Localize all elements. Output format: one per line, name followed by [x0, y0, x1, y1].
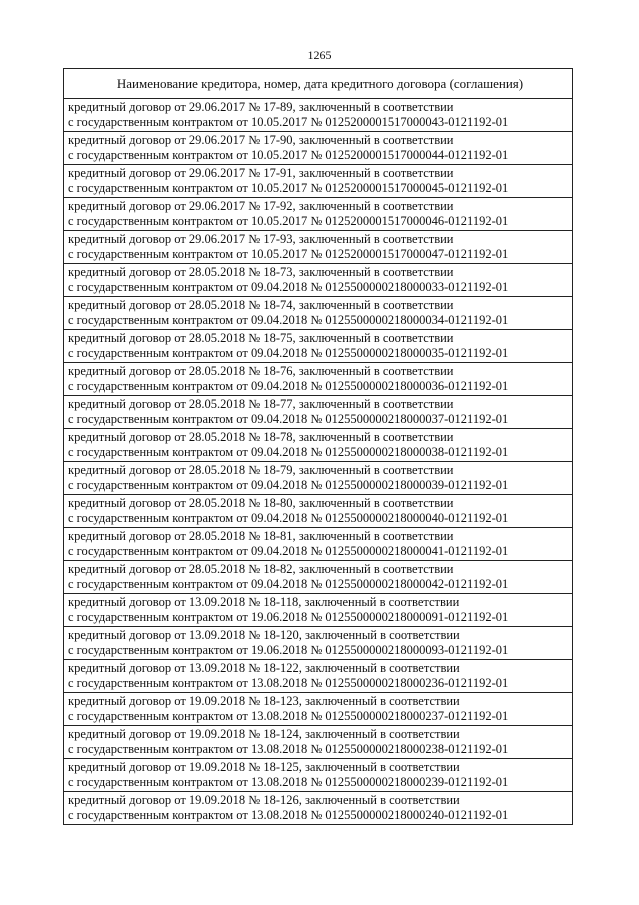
table-row [64, 231, 573, 264]
cell-text-line: кредитный договор от 19.09.2018 № 18-123, заключенный в соответствии [68, 693, 460, 708]
table-body [64, 99, 573, 825]
table-row [64, 330, 573, 363]
table-cell [64, 132, 573, 165]
table-cell [64, 165, 573, 198]
table-row [64, 297, 573, 330]
cell-text-line: кредитный договор от 29.06.2017 № 17-92, заключенный в соответствии [68, 198, 454, 213]
column-header: Наименование кредитора, номер, дата кредитного договора (соглашения) [64, 69, 573, 99]
cell-text-line: кредитный договор от 28.05.2018 № 18-78, заключенный в соответствии [68, 429, 454, 444]
table-cell [64, 528, 573, 561]
cell-text-line: с государственным контрактом от 09.04.2018 № 0125500000218000035-0121192-01 [68, 346, 509, 360]
cell-text-line: кредитный договор от 19.09.2018 № 18-126, заключенный в соответствии [68, 792, 460, 807]
table-row [64, 660, 573, 693]
cell-text-line: кредитный договор от 13.09.2018 № 18-118, заключенный в соответствии [68, 594, 460, 609]
cell-text-line: с государственным контрактом от 09.04.2018 № 0125500000218000041-0121192-01 [68, 544, 509, 558]
table-cell [64, 198, 573, 231]
table-cell [64, 396, 573, 429]
table-row [64, 627, 573, 660]
cell-text-line: с государственным контрактом от 09.04.2018 № 0125500000218000042-0121192-01 [68, 577, 509, 591]
table-row [64, 396, 573, 429]
table-row [64, 759, 573, 792]
cell-text-line: с государственным контрактом от 19.06.2018 № 0125500000218000091-0121192-01 [68, 610, 509, 624]
cell-text-line: с государственным контрактом от 10.05.2017 № 0125200001517000044-0121192-01 [68, 148, 509, 162]
table-row [64, 165, 573, 198]
cell-text-line: с государственным контрактом от 13.08.2018 № 0125500000218000236-0121192-01 [68, 676, 509, 690]
table-cell [64, 495, 573, 528]
cell-text-line: кредитный договор от 19.09.2018 № 18-124, заключенный в соответствии [68, 726, 460, 741]
cell-text-line: кредитный договор от 29.06.2017 № 17-89, заключенный в соответствии [68, 99, 454, 114]
cell-text-line: с государственным контрактом от 19.06.2018 № 0125500000218000093-0121192-01 [68, 643, 509, 657]
table-row [64, 561, 573, 594]
cell-text-line: кредитный договор от 28.05.2018 № 18-76, заключенный в соответствии [68, 363, 454, 378]
table-header-row [64, 69, 573, 99]
table-cell [64, 561, 573, 594]
table-cell [64, 726, 573, 759]
cell-text-line: кредитный договор от 28.05.2018 № 18-81, заключенный в соответствии [68, 528, 454, 543]
table-row [64, 693, 573, 726]
table-cell [64, 660, 573, 693]
cell-text-line: с государственным контрактом от 10.05.2017 № 0125200001517000045-0121192-01 [68, 181, 509, 195]
table-cell [64, 792, 573, 825]
table-row [64, 528, 573, 561]
table-cell [64, 693, 573, 726]
cell-text-line: кредитный договор от 13.09.2018 № 18-120, заключенный в соответствии [68, 627, 460, 642]
table-row [64, 462, 573, 495]
table-row [64, 594, 573, 627]
cell-text-line: кредитный договор от 19.09.2018 № 18-125, заключенный в соответствии [68, 759, 460, 774]
cell-text-line: с государственным контрактом от 09.04.2018 № 0125500000218000038-0121192-01 [68, 445, 509, 459]
table-row [64, 363, 573, 396]
table-cell [64, 264, 573, 297]
cell-text-line: кредитный договор от 28.05.2018 № 18-77, заключенный в соответствии [68, 396, 454, 411]
cell-text-line: с государственным контрактом от 09.04.2018 № 0125500000218000034-0121192-01 [68, 313, 509, 327]
table-cell [64, 99, 573, 132]
table-cell [64, 759, 573, 792]
table-row [64, 132, 573, 165]
cell-text-line: с государственным контрактом от 13.08.2018 № 0125500000218000237-0121192-01 [68, 709, 509, 723]
table-row [64, 495, 573, 528]
cell-text-line: с государственным контрактом от 09.04.2018 № 0125500000218000036-0121192-01 [68, 379, 509, 393]
cell-text-line: с государственным контрактом от 09.04.2018 № 0125500000218000040-0121192-01 [68, 511, 509, 525]
cell-text-line: с государственным контрактом от 13.08.2018 № 0125500000218000239-0121192-01 [68, 775, 509, 789]
cell-text-line: кредитный договор от 29.06.2017 № 17-91, заключенный в соответствии [68, 165, 454, 180]
cell-text-line: кредитный договор от 13.09.2018 № 18-122, заключенный в соответствии [68, 660, 460, 675]
table-row [64, 726, 573, 759]
cell-text-line: кредитный договор от 29.06.2017 № 17-93, заключенный в соответствии [68, 231, 454, 246]
table-row [64, 198, 573, 231]
cell-text-line: кредитный договор от 28.05.2018 № 18-75, заключенный в соответствии [68, 330, 454, 345]
table-row [64, 264, 573, 297]
cell-text-line: с государственным контрактом от 13.08.2018 № 0125500000218000238-0121192-01 [68, 742, 509, 756]
cell-text-line: кредитный договор от 28.05.2018 № 18-79, заключенный в соответствии [68, 462, 454, 477]
cell-text-line: с государственным контрактом от 09.04.2018 № 0125500000218000033-0121192-01 [68, 280, 509, 294]
table-cell [64, 462, 573, 495]
creditor-table [63, 68, 573, 825]
table-cell [64, 231, 573, 264]
cell-text-line: кредитный договор от 28.05.2018 № 18-82, заключенный в соответствии [68, 561, 454, 576]
cell-text-line: с государственным контрактом от 10.05.2017 № 0125200001517000047-0121192-01 [68, 247, 509, 261]
table-cell [64, 627, 573, 660]
table-cell [64, 363, 573, 396]
cell-text-line: кредитный договор от 28.05.2018 № 18-80, заключенный в соответствии [68, 495, 454, 510]
cell-text-line: с государственным контрактом от 09.04.2018 № 0125500000218000039-0121192-01 [68, 478, 509, 492]
cell-text-line: кредитный договор от 29.06.2017 № 17-90, заключенный в соответствии [68, 132, 454, 147]
table-cell [64, 429, 573, 462]
table-row [64, 99, 573, 132]
table-row [64, 429, 573, 462]
cell-text-line: с государственным контрактом от 10.05.2017 № 0125200001517000043-0121192-01 [68, 115, 509, 129]
table-cell [64, 297, 573, 330]
cell-text-line: с государственным контрактом от 10.05.2017 № 0125200001517000046-0121192-01 [68, 214, 509, 228]
cell-text-line: кредитный договор от 28.05.2018 № 18-74, заключенный в соответствии [68, 297, 454, 312]
table-row [64, 792, 573, 825]
table-cell [64, 594, 573, 627]
cell-text-line: с государственным контрактом от 13.08.2018 № 0125500000218000240-0121192-01 [68, 808, 509, 822]
cell-text-line: с государственным контрактом от 09.04.2018 № 0125500000218000037-0121192-01 [68, 412, 509, 426]
page-number: 1265 [307, 48, 332, 62]
table-cell [64, 330, 573, 363]
cell-text-line: кредитный договор от 28.05.2018 № 18-73, заключенный в соответствии [68, 264, 454, 279]
